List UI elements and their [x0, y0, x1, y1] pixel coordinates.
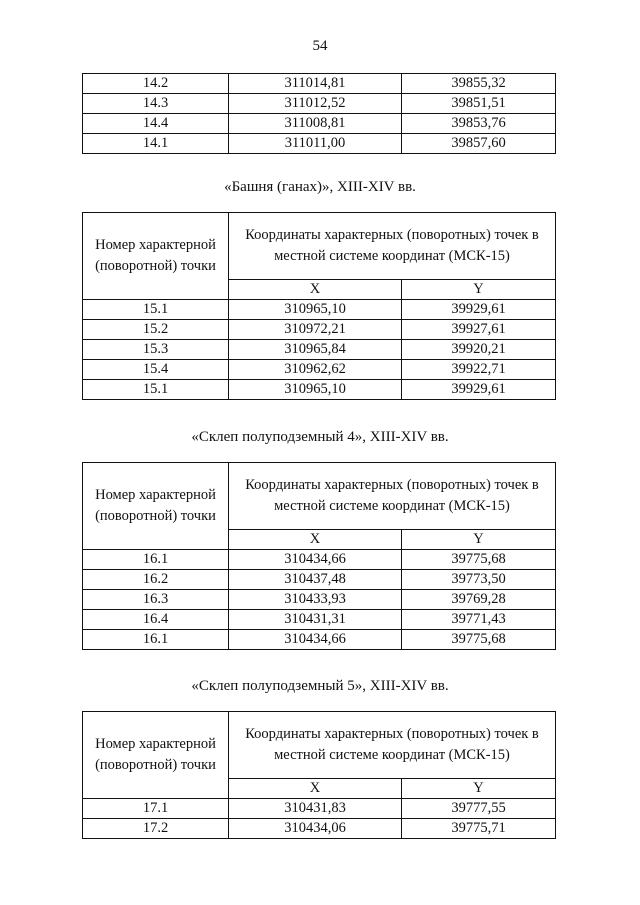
- section-caption-sklep-5: «Склеп полуподземный 5», XIII-XIV вв.: [191, 678, 449, 694]
- point-number-header: Номер характерной (поворотной) точки: [83, 712, 229, 799]
- x-header: X: [229, 280, 402, 300]
- header-row: [83, 213, 556, 280]
- x-cell: 310434,06: [229, 819, 402, 839]
- coordinates-header: Координаты характерных (поворотных) точек в местной системе координат (МСК-15): [229, 712, 556, 779]
- y-cell: 39927,61: [402, 320, 556, 340]
- x-cell: 310972,21: [229, 320, 402, 340]
- table-row: [83, 380, 556, 400]
- coordinates-table-continued: [82, 73, 556, 154]
- point-cell: 17.2: [83, 819, 229, 839]
- coordinates-table-bashnya: [82, 212, 556, 400]
- point-cell: 15.2: [83, 320, 229, 340]
- y-cell: 39853,76: [402, 114, 556, 134]
- y-cell: 39922,71: [402, 360, 556, 380]
- point-number-header: Номер характерной (поворотной) точки: [83, 213, 229, 300]
- point-cell: 16.3: [83, 590, 229, 610]
- table-row: [83, 320, 556, 340]
- y-cell: 39775,68: [402, 550, 556, 570]
- x-cell: 310437,48: [229, 570, 402, 590]
- x-cell: 310434,66: [229, 630, 402, 650]
- point-cell: 16.2: [83, 570, 229, 590]
- x-cell: 311012,52: [229, 94, 402, 114]
- y-header: Y: [402, 280, 556, 300]
- point-cell: 15.1: [83, 300, 229, 320]
- table-row: [83, 114, 556, 134]
- coordinates-header: Координаты характерных (поворотных) точек в местной системе координат (МСК-15): [229, 213, 556, 280]
- section-caption-sklep-4: «Склеп полуподземный 4», XIII-XIV вв.: [191, 429, 449, 445]
- point-cell: 14.4: [83, 114, 229, 134]
- page-number: 54: [312, 38, 328, 54]
- table-row: [83, 340, 556, 360]
- table-row: [83, 610, 556, 630]
- y-cell: 39775,68: [402, 630, 556, 650]
- y-cell: 39851,51: [402, 94, 556, 114]
- x-cell: 310431,83: [229, 799, 402, 819]
- y-cell: 39855,32: [402, 74, 556, 94]
- y-cell: 39775,71: [402, 819, 556, 839]
- table-row: [83, 630, 556, 650]
- table-row: [83, 570, 556, 590]
- x-cell: 310962,62: [229, 360, 402, 380]
- point-number-header: Номер характерной (поворотной) точки: [83, 463, 229, 550]
- table-row: [83, 360, 556, 380]
- y-cell: 39773,50: [402, 570, 556, 590]
- x-cell: 311008,81: [229, 114, 402, 134]
- y-header: Y: [402, 530, 556, 550]
- point-cell: 14.3: [83, 94, 229, 114]
- x-cell: 310965,84: [229, 340, 402, 360]
- table-row: [83, 134, 556, 154]
- coordinates-table-sklep-4: [82, 462, 556, 650]
- point-cell: 15.1: [83, 380, 229, 400]
- header-row: [83, 463, 556, 530]
- section-caption-bashnya: «Башня (ганах)», XIII-XIV вв.: [224, 179, 416, 195]
- x-cell: 310434,66: [229, 550, 402, 570]
- point-cell: 16.1: [83, 550, 229, 570]
- header-row: [83, 712, 556, 779]
- y-cell: 39771,43: [402, 610, 556, 630]
- point-cell: 14.2: [83, 74, 229, 94]
- table-row: [83, 94, 556, 114]
- y-cell: 39777,55: [402, 799, 556, 819]
- y-cell: 39929,61: [402, 300, 556, 320]
- y-cell: 39769,28: [402, 590, 556, 610]
- table-row: [83, 550, 556, 570]
- y-cell: 39920,21: [402, 340, 556, 360]
- x-cell: 310965,10: [229, 300, 402, 320]
- point-cell: 16.1: [83, 630, 229, 650]
- y-cell: 39857,60: [402, 134, 556, 154]
- point-cell: 15.3: [83, 340, 229, 360]
- x-cell: 310431,31: [229, 610, 402, 630]
- x-cell: 310965,10: [229, 380, 402, 400]
- x-header: X: [229, 779, 402, 799]
- point-cell: 16.4: [83, 610, 229, 630]
- x-cell: 311011,00: [229, 134, 402, 154]
- coordinates-header: Координаты характерных (поворотных) точек в местной системе координат (МСК-15): [229, 463, 556, 530]
- table-row: [83, 819, 556, 839]
- table-row: [83, 799, 556, 819]
- table-row: [83, 590, 556, 610]
- table-row: [83, 300, 556, 320]
- point-cell: 14.1: [83, 134, 229, 154]
- coordinates-table-sklep-5: [82, 711, 556, 839]
- point-cell: 17.1: [83, 799, 229, 819]
- point-cell: 15.4: [83, 360, 229, 380]
- x-header: X: [229, 530, 402, 550]
- y-header: Y: [402, 779, 556, 799]
- y-cell: 39929,61: [402, 380, 556, 400]
- x-cell: 311014,81: [229, 74, 402, 94]
- x-cell: 310433,93: [229, 590, 402, 610]
- table-row: [83, 74, 556, 94]
